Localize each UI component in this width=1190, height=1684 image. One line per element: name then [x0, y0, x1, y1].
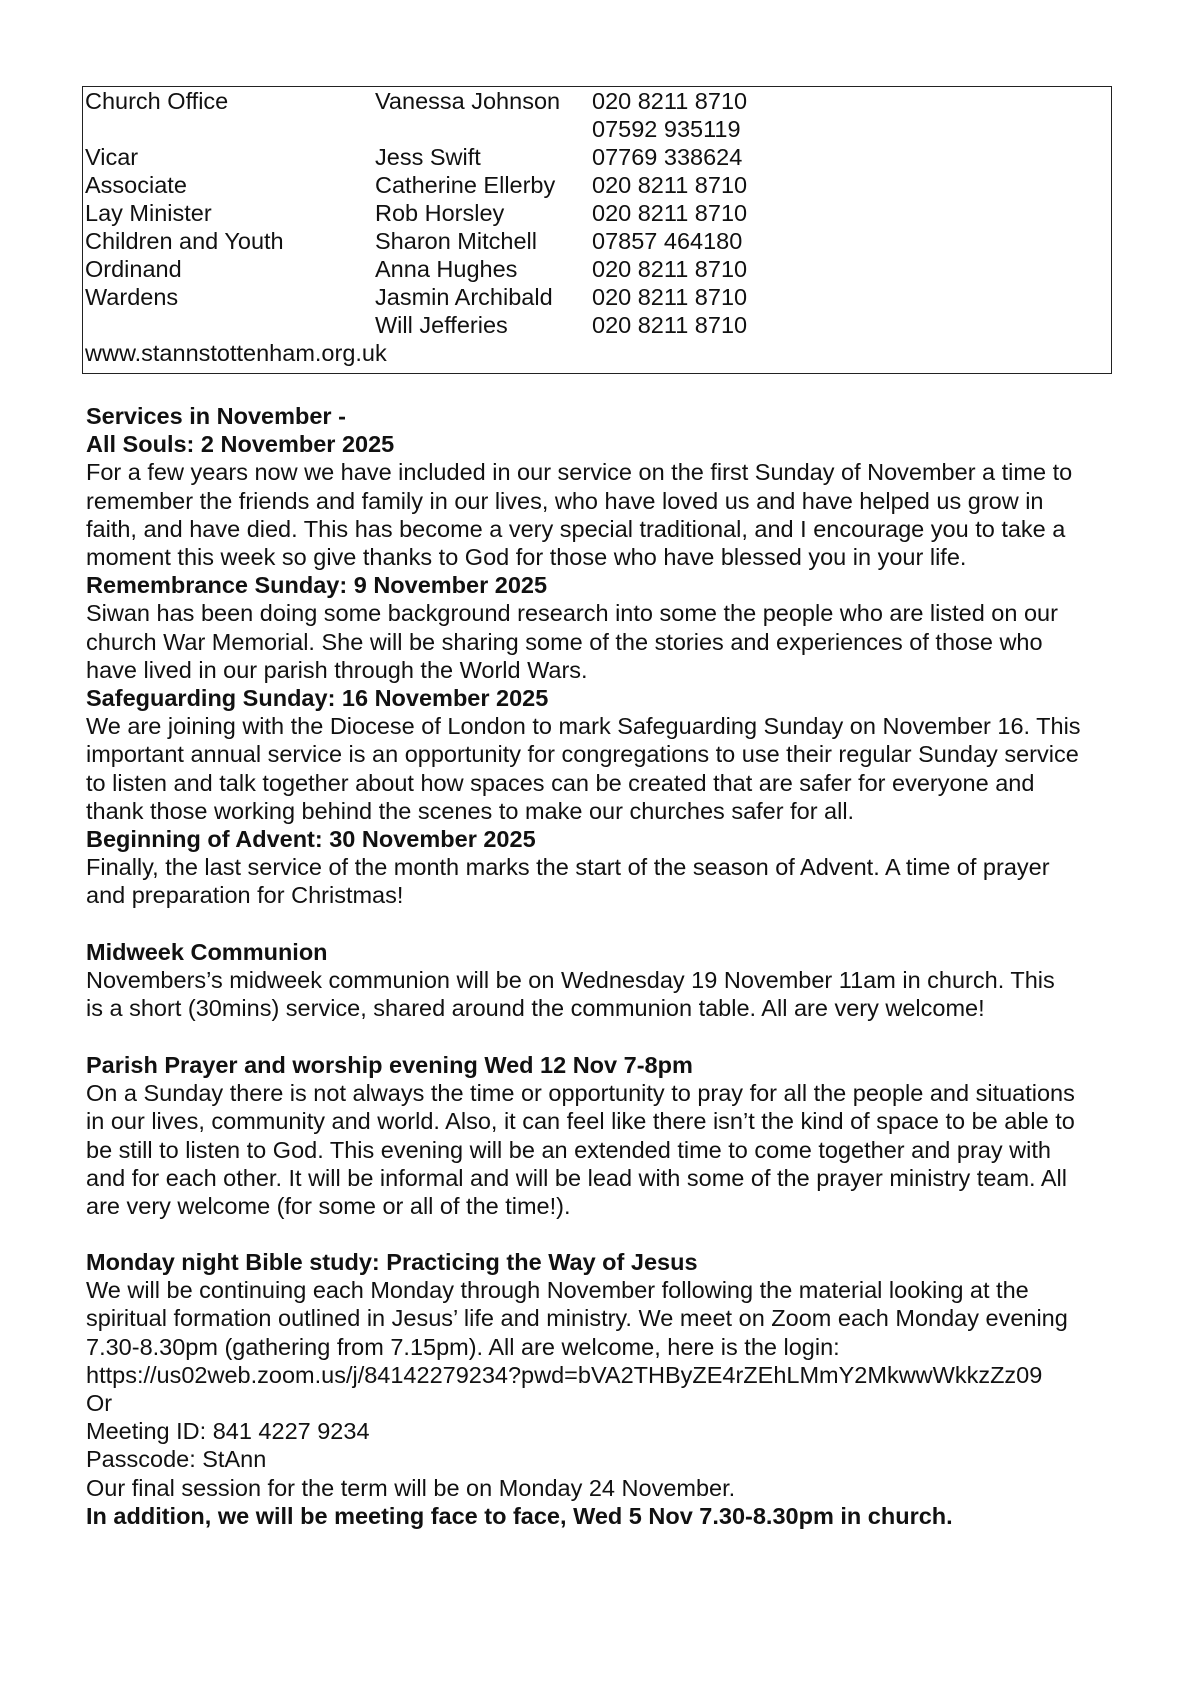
- contact-role: Lay Minister: [85, 200, 212, 226]
- prayer-evening-heading: Parish Prayer and worship evening Wed 12 Nov 7-8pm: [86, 1052, 693, 1078]
- contact-row: [85, 283, 1105, 311]
- or-text: Or: [86, 1390, 113, 1417]
- midweek-section: [86, 938, 1116, 1023]
- body-line: faith, and have died. This has become a very special traditional, and I encourage you to take a: [86, 515, 1066, 542]
- body-line: On a Sunday there is not always the time or opportunity to pray for all the people and situations: [86, 1080, 1075, 1107]
- contact-phone: 020 8211 8710: [592, 256, 748, 282]
- contact-name: Anna Hughes: [375, 256, 518, 282]
- body-line: are very welcome (for some or all of the time!).: [86, 1193, 571, 1220]
- body-line: 7.30-8.30pm (gathering from 7.15pm). All are welcome, here is the login:: [86, 1333, 840, 1360]
- body-line: be still to listen to God. This evening will be an extended time to come together and pray with: [86, 1136, 1051, 1163]
- body-line: have lived in our parish through the World Wars.: [86, 656, 588, 683]
- contact-row: [85, 143, 1105, 171]
- contact-phone: 07769 338624: [592, 144, 743, 170]
- all-souls-heading: All Souls: 2 November 2025: [86, 431, 395, 458]
- contacts-table: [82, 86, 1112, 374]
- body-line: in our lives, community and world. Also, it can feel like there isn’t the kind of space to be able to: [86, 1108, 1075, 1135]
- bible-study-heading: Monday night Bible study: Practicing the Way of Jesus: [86, 1249, 698, 1275]
- contact-phone: 020 8211 8710: [592, 172, 748, 198]
- prayer-evening-section: [86, 1051, 1116, 1220]
- body-line: remember the friends and family in our lives, who have loved us and have helped us grow in: [86, 487, 1044, 514]
- bible-study-section: [86, 1248, 1116, 1530]
- contact-name: Rob Horsley: [375, 200, 505, 226]
- contact-role: Ordinand: [85, 256, 182, 282]
- final-session: Our final session for the term will be on Monday 24 November.: [86, 1474, 736, 1501]
- contact-row: [85, 227, 1105, 255]
- services-heading: Services in November -: [86, 403, 346, 429]
- body-line: and preparation for Christmas!: [86, 882, 404, 909]
- contact-name: Jess Swift: [375, 144, 481, 170]
- contact-name: Vanessa Johnson: [375, 88, 561, 114]
- body-line: to listen and talk together about how spaces can be created that are safer for everyone and: [86, 769, 1035, 796]
- body-line: Siwan has been doing some background research into some the people who are listed on our: [86, 600, 1058, 627]
- contact-phone: 020 8211 8710: [592, 312, 748, 338]
- contact-role: Church Office: [85, 88, 229, 114]
- contact-role: Associate: [85, 172, 187, 198]
- contact-row: [85, 115, 1105, 143]
- contact-phone: 020 8211 8710: [592, 200, 748, 226]
- contact-row: [85, 255, 1105, 283]
- zoom-link[interactable]: https://us02web.zoom.us/j/84142279234?pwd=bVA2THByZE4rZEhLMmY2MkwwWkkzZz09: [86, 1361, 1043, 1388]
- body-line: is a short (30mins) service, shared around the communion table. All are very welcome!: [86, 995, 985, 1022]
- contact-phone: 020 8211 8710: [592, 88, 748, 114]
- body-line: church War Memorial. She will be sharing some of the stories and experiences of those who: [86, 628, 1043, 655]
- body-line: Finally, the last service of the month marks the start of the season of Advent. A time of prayer: [86, 854, 1050, 881]
- remembrance-heading: Remembrance Sunday: 9 November 2025: [86, 572, 548, 599]
- contact-row: [85, 311, 1105, 339]
- face-to-face-note: In addition, we will be meeting face to face, Wed 5 Nov 7.30-8.30pm in church.: [86, 1502, 953, 1529]
- body-line: and for each other. It will be informal and will be lead with some of the prayer ministry team. All: [86, 1164, 1067, 1191]
- contact-name: Will Jefferies: [375, 312, 508, 338]
- body-line: We will be continuing each Monday through November following the material looking at the: [86, 1277, 1029, 1304]
- contact-role: Wardens: [85, 284, 179, 310]
- contact-row: [85, 171, 1105, 199]
- contact-phone: 020 8211 8710: [592, 284, 748, 310]
- body-line: thank those working behind the scenes to make our churches safer for all.: [86, 797, 855, 824]
- body-line: For a few years now we have included in our service on the first Sunday of November a time to: [86, 459, 1073, 486]
- contact-phone: 07857 464180: [592, 228, 743, 254]
- contact-row: [85, 199, 1105, 227]
- contact-name: Jasmin Archibald: [375, 284, 553, 310]
- passcode: Passcode: StAnn: [86, 1446, 267, 1473]
- contact-row: [85, 87, 1105, 115]
- body-line: Novembers’s midweek communion will be on Wednesday 19 November 11am in church. This: [86, 967, 1055, 994]
- contact-name: Sharon Mitchell: [375, 228, 537, 254]
- contact-name: Catherine Ellerby: [375, 172, 556, 198]
- services-section: [86, 402, 1116, 910]
- contact-role: Vicar: [85, 144, 139, 170]
- body-line: We are joining with the Diocese of London to mark Safeguarding Sunday on November 16. This: [86, 713, 1081, 740]
- safeguarding-heading: Safeguarding Sunday: 16 November 2025: [86, 685, 549, 712]
- advent-heading: Beginning of Advent: 30 November 2025: [86, 826, 536, 853]
- website-link[interactable]: www.stannstottenham.org.uk: [85, 340, 387, 366]
- contact-phone: 07592 935119: [592, 116, 741, 142]
- contact-role: Children and Youth: [85, 228, 284, 254]
- meeting-id: Meeting ID: 841 4227 9234: [86, 1418, 370, 1445]
- contact-row: [85, 339, 1105, 367]
- body-line: important annual service is an opportunity for congregations to use their regular Sunday service: [86, 741, 1079, 768]
- midweek-heading: Midweek Communion: [86, 939, 328, 965]
- body-line: moment this week so give thanks to God for those who have blessed you in your life.: [86, 544, 967, 571]
- body-line: spiritual formation outlined in Jesus’ life and ministry. We meet on Zoom each Monday evening: [86, 1305, 1068, 1332]
